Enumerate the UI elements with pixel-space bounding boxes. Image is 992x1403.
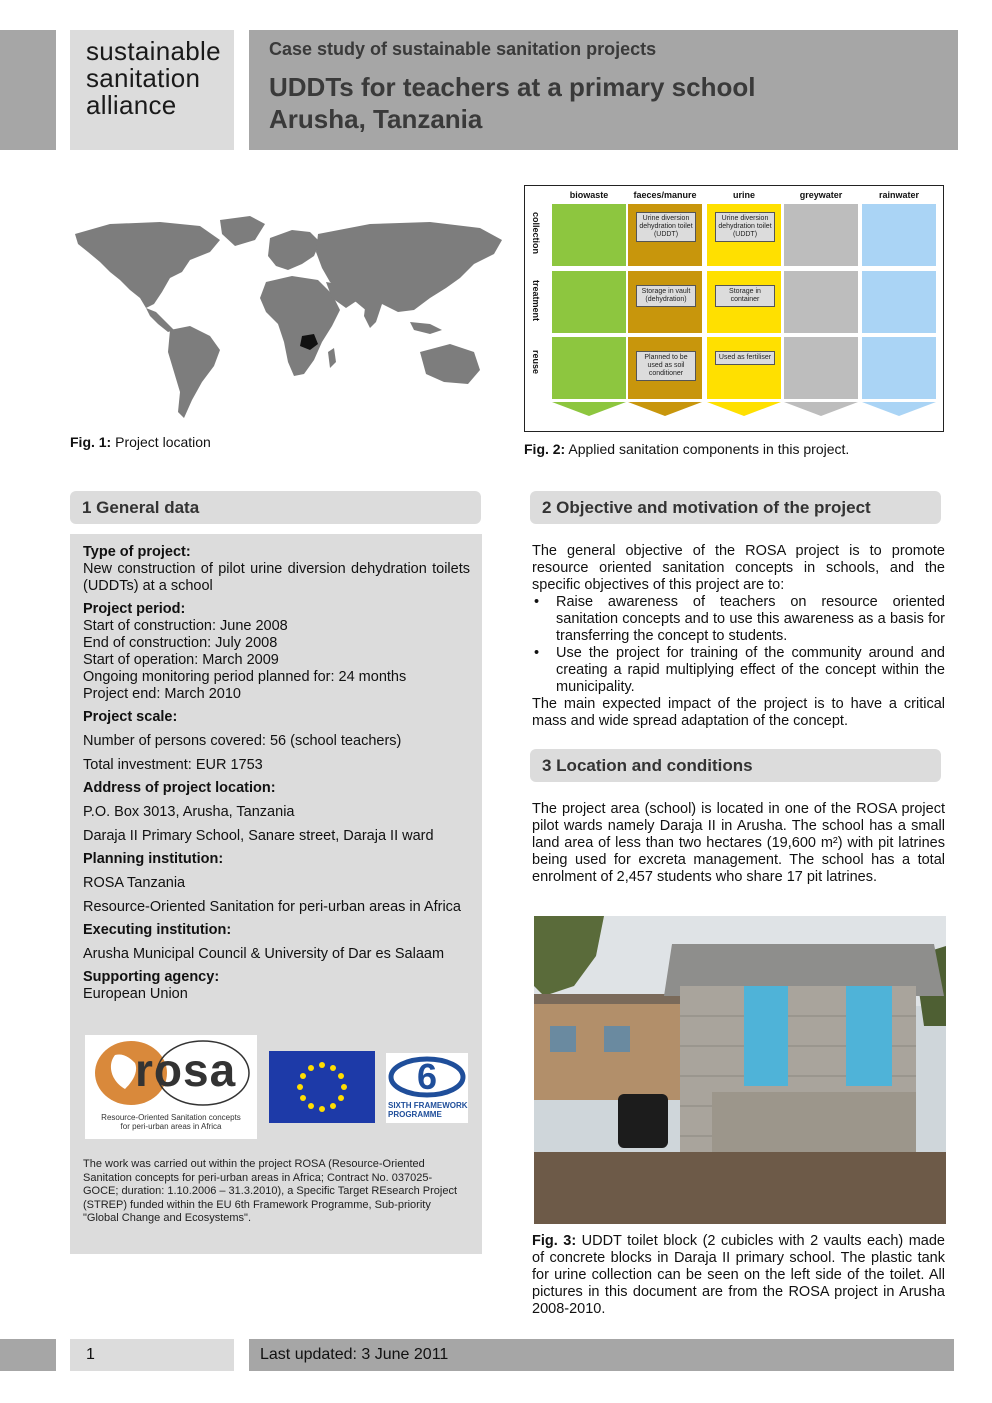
sanitation-components-matrix <box>524 185 944 432</box>
arrow-faeces <box>628 402 702 416</box>
page-number: 1 <box>86 1346 95 1363</box>
section1-heading: 1 General data <box>70 491 481 524</box>
arrow-rainwater <box>862 402 936 416</box>
fig1-caption <box>70 434 211 451</box>
logo-line-1: sustainable <box>86 36 221 66</box>
rosa-logo-sub-2: for peri-urban areas in Africa <box>120 1122 222 1131</box>
address-line-1: P.O. Box 3013, Arusha, Tanzania <box>83 804 295 820</box>
persons-covered: Number of persons covered: 56 (school teachers) <box>83 733 402 749</box>
row-header-reuse: reuse <box>531 350 541 375</box>
rosa-logo-word: rosa <box>135 1044 237 1096</box>
row-header-collection: collection <box>531 212 541 255</box>
note-urine-reuse: Used as fertiliser <box>715 351 775 365</box>
fig3-label: Fig. 3: <box>532 1233 577 1249</box>
planning-institution: ROSA Tanzania <box>83 875 186 891</box>
sixth-fp-line-2: PROGRAMME <box>388 1110 442 1119</box>
project-footnote: The work was carried out within the project ROSA (Resource-Oriented Sanitation concepts for peri-urban areas in Africa; Contract No. 037025-GOCE; duration: 1.10.2006 – 31.3.2010), a Specific Target REsearch Project (STREP) funded within the EU 6th Framework Programme, Sub-priority "Global Change and Ecosystems". <box>83 1158 458 1225</box>
fig1-label: Fig. 1: <box>70 434 112 450</box>
arrow-greywater <box>784 402 858 416</box>
note-faeces-reuse: Planned to be used as soil conditioner <box>636 351 696 381</box>
last-updated: Last updated: 3 June 2011 <box>260 1346 449 1363</box>
objective-bullet: • Raise awareness of teachers on resource oriented sanitation concepts and to use this awareness as a basis for transferring the concept to students. <box>532 594 945 645</box>
period-line: Ongoing monitoring period planned for: 24 months <box>83 669 407 685</box>
rosa-logo-sub-1: Resource-Oriented Sanitation concepts <box>101 1113 241 1122</box>
section3-text: The project area (school) is located in one of the ROSA project pilot wards namely Daraja II in Arusha. The school has a small land area of less than two hectares (19,600 m²) with pit latrines being used for excreta management. The school has a total enrolment of 2,457 students who share 17 pit latrines. <box>532 801 945 885</box>
col-header-urine: urine <box>732 190 755 200</box>
note-urine-collection: Urine diversion dehydration toilet (UDDT) <box>715 212 775 242</box>
type-value: New construction of pilot urine diversion dehydration toilets (UDDTs) at a school <box>83 561 470 594</box>
page-title-line-1: UDDTs for teachers at a primary school <box>269 72 756 102</box>
note-faeces-collection: Urine diversion dehydration toilet (UDDT) <box>636 212 696 242</box>
section2-body <box>532 543 945 730</box>
case-study-label: Case study of sustainable sanitation projects <box>269 39 657 59</box>
address-label: Address of project location: <box>83 780 276 796</box>
fig1-text: Project location <box>115 434 211 450</box>
executing-label: Executing institution: <box>83 922 232 938</box>
period-line: Project end: March 2010 <box>83 686 241 702</box>
uddt-toilet-photo <box>534 916 946 1224</box>
period-line: End of construction: July 2008 <box>83 635 278 651</box>
fig3-caption <box>532 1233 945 1318</box>
arrow-biowaste <box>552 402 626 416</box>
cell-greywater-collection <box>784 204 858 266</box>
footer-page-box <box>70 1339 234 1371</box>
section3-heading: 3 Location and conditions <box>530 749 941 782</box>
cell-faeces-collection <box>628 204 702 266</box>
sixth-framework-logo <box>386 1053 468 1123</box>
cell-greywater-reuse <box>784 337 858 399</box>
period-line: Start of construction: June 2008 <box>83 618 288 634</box>
alliance-logo <box>70 30 234 150</box>
row-header-treatment: treatment <box>531 280 541 322</box>
scale-label: Project scale: <box>83 709 178 725</box>
planning-label: Planning institution: <box>83 851 224 867</box>
arrow-urine <box>707 402 781 416</box>
rosa-logo <box>85 1035 257 1139</box>
col-header-greywater: greywater <box>799 190 843 200</box>
section2-intro: The general objective of the ROSA project is to promote resource oriented sanitation concepts in schools, and the specific objectives of this project are to: <box>532 543 945 593</box>
executing-institution: Arusha Municipal Council & University of Dar es Salaam <box>83 946 445 962</box>
footer-bar <box>249 1339 954 1371</box>
cell-rainwater-reuse <box>862 337 936 399</box>
col-header-faeces: faeces/manure <box>633 190 697 200</box>
fig2-label: Fig. 2: <box>524 441 566 457</box>
cell-faeces-treatment <box>628 271 702 333</box>
fig3-text: UDDT toilet block (2 cubicles with 2 vaults each) made of concrete blocks in Daraja II primary school. The plastic tank for urine collection can be seen on the left side of the toilet. All pictures in this document are from the ROSA project in Arusha 2008-2010. <box>532 1233 945 1317</box>
cell-biowaste-collection <box>552 204 626 266</box>
cell-biowaste-treatment <box>552 271 626 333</box>
header-title-block <box>249 30 958 150</box>
cell-faeces-reuse <box>628 337 702 399</box>
address-line-2: Daraja II Primary School, Sanare street, Daraja II ward <box>83 828 434 844</box>
eu-flag-logo <box>269 1051 375 1123</box>
total-investment: Total investment: EUR 1753 <box>83 757 263 773</box>
period-line: Start of operation: March 2009 <box>83 652 279 668</box>
page-title-line-2: Arusha, Tanzania <box>269 104 483 134</box>
fig2-text: Applied sanitation components in this project. <box>568 441 850 457</box>
note-faeces-treatment: Storage in vault (dehydration) <box>636 285 696 307</box>
cell-rainwater-collection <box>862 204 936 266</box>
general-data-box <box>70 534 482 1254</box>
note-urine-treatment: Storage in container <box>715 285 775 307</box>
cell-rainwater-treatment <box>862 271 936 333</box>
cell-biowaste-reuse <box>552 337 626 399</box>
header-left-tab <box>0 30 56 150</box>
cell-greywater-treatment <box>784 271 858 333</box>
logo-line-3: alliance <box>86 90 177 120</box>
period-label: Project period: <box>83 601 186 617</box>
fig2-caption <box>524 441 849 458</box>
col-header-biowaste: biowaste <box>569 190 609 200</box>
sixth-fp-line-1: SIXTH FRAMEWORK <box>388 1101 468 1110</box>
planning-institution-full: Resource-Oriented Sanitation for peri-urban areas in Africa <box>83 899 461 915</box>
objective-bullet: • Use the project for training of the community around and creating a rapid multiplying effect of the concept within the municipality. <box>532 645 945 696</box>
world-map-figure <box>70 212 510 427</box>
logo-line-2: sanitation <box>86 63 201 93</box>
supporting-agency: European Union <box>83 986 188 1002</box>
cell-urine-reuse <box>707 337 781 399</box>
footer-left-tab <box>0 1339 56 1371</box>
section2-heading: 2 Objective and motivation of the project <box>530 491 941 524</box>
sixth-framework-icon <box>386 1053 468 1099</box>
svg-text:6: 6 <box>416 1056 438 1097</box>
section2-outro: The main expected impact of the project is to have a critical mass and wide spread adaptation of the concept. <box>532 696 945 729</box>
supporting-label: Supporting agency: <box>83 969 220 985</box>
col-header-rainwater: rainwater <box>878 190 920 200</box>
cell-urine-collection <box>707 204 781 266</box>
cell-urine-treatment <box>707 271 781 333</box>
type-label: Type of project: <box>83 544 191 560</box>
